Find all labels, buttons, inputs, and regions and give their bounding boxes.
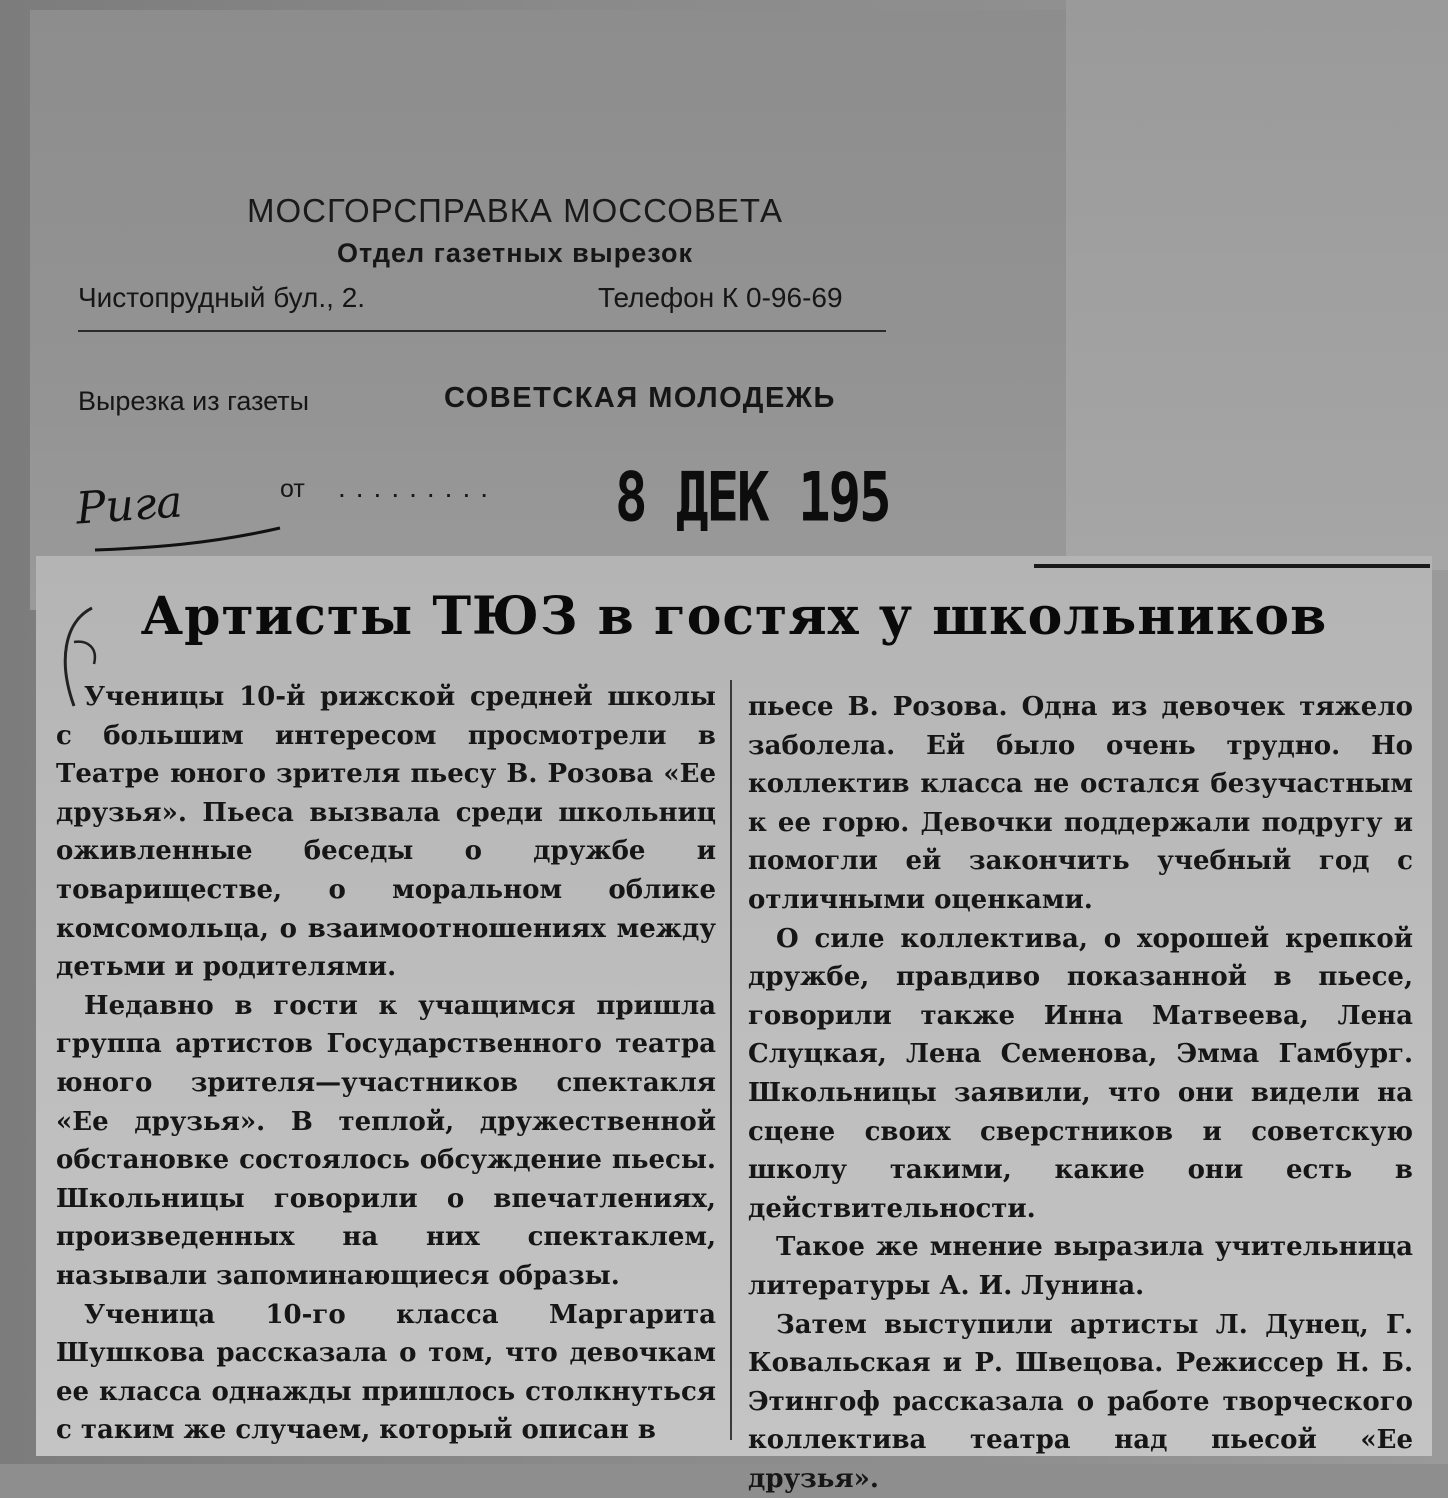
newspaper-clipping — [36, 556, 1432, 1456]
article-column-right — [748, 688, 1413, 1498]
newspaper-name: СОВЕТСКАЯ МОЛОДЕЖЬ — [444, 382, 836, 415]
date-stamp: 8 ДЕК 195 — [615, 458, 890, 537]
article-headline: Артисты ТЮЗ в гостях у школьников — [36, 586, 1432, 647]
article-paragraph: пьесе В. Розова. Одна из девочек тяжело заболела. Ей было очень трудно. Но коллектив класса не остался безучастным к ее горю. Девочки поддержали подругу и помогли ей закончить учебный год с отличными оценками. — [748, 688, 1413, 920]
article-paragraph: Ученица 10-го класса Маргарита Шушкова рассказала о том, что девочкам ее класса однажды пришлось столкнуться с таким же случаем, который описан в — [56, 1296, 716, 1450]
service-phone: Телефон К 0-96-69 — [598, 282, 843, 314]
article-paragraph: Такое же мнение выразила учительница литературы А. И. Лунина. — [748, 1228, 1413, 1305]
background-board-right — [1066, 0, 1448, 570]
handwriting-flourish — [90, 510, 290, 560]
article-column-left — [56, 678, 716, 1450]
service-address: Чистопрудный бул., 2. — [78, 282, 365, 314]
service-department: Отдел газетных вырезок — [205, 238, 825, 269]
handwritten-city: Рига — [74, 476, 184, 534]
clipping-top-rule — [1034, 564, 1430, 568]
card-rule — [78, 330, 886, 332]
article-paragraph: Ученицы 10-й рижской средней школы с большим интересом просмотрели в Театре юного зрителя пьесу В. Розова «Ее друзья». Пьеса вызвала среди школьниц оживленные беседы о дружбе и товариществе, о моральном облике комсомольца, о взаимоотношениях между детьми и родителями. — [56, 678, 716, 987]
article-paragraph: О силе коллектива, о хорошей крепкой дружбе, правдиво показанной в пьесе, говорили также Инна Матвеева, Лена Слуцкая, Лена Семенова, Эмма Гамбург. Школьницы заявили, что они видели на сцене своих сверстников и советскую школу такими, какие они есть в действительности. — [748, 920, 1413, 1229]
service-organization: МОСГОРСПРАВКА МОССОВЕТА — [205, 192, 825, 230]
column-divider — [730, 680, 732, 1440]
date-from-label: от — [280, 475, 305, 504]
date-dots: ......... — [338, 472, 498, 504]
cut-label: Вырезка из газеты — [78, 386, 309, 417]
article-paragraph: Затем выступили артисты Л. Дунец, Г. Ковальская и Р. Швецова. Режиссер Н. Б. Этингоф рассказала о работе творческого коллектива театра над пьесой «Ее друзья». — [748, 1306, 1413, 1498]
clipping-service-card — [30, 10, 1066, 610]
article-paragraph: Недавно в гости к учащимся пришла группа артистов Государственного театра юного зрителя—участников спектакля «Ее друзья». В теплой, дружественной обстановке состоялось обсуждение пьесы. Школьницы говорили о впечатлениях, произведенных на них спектаклем, называли запоминающиеся образы. — [56, 987, 716, 1296]
